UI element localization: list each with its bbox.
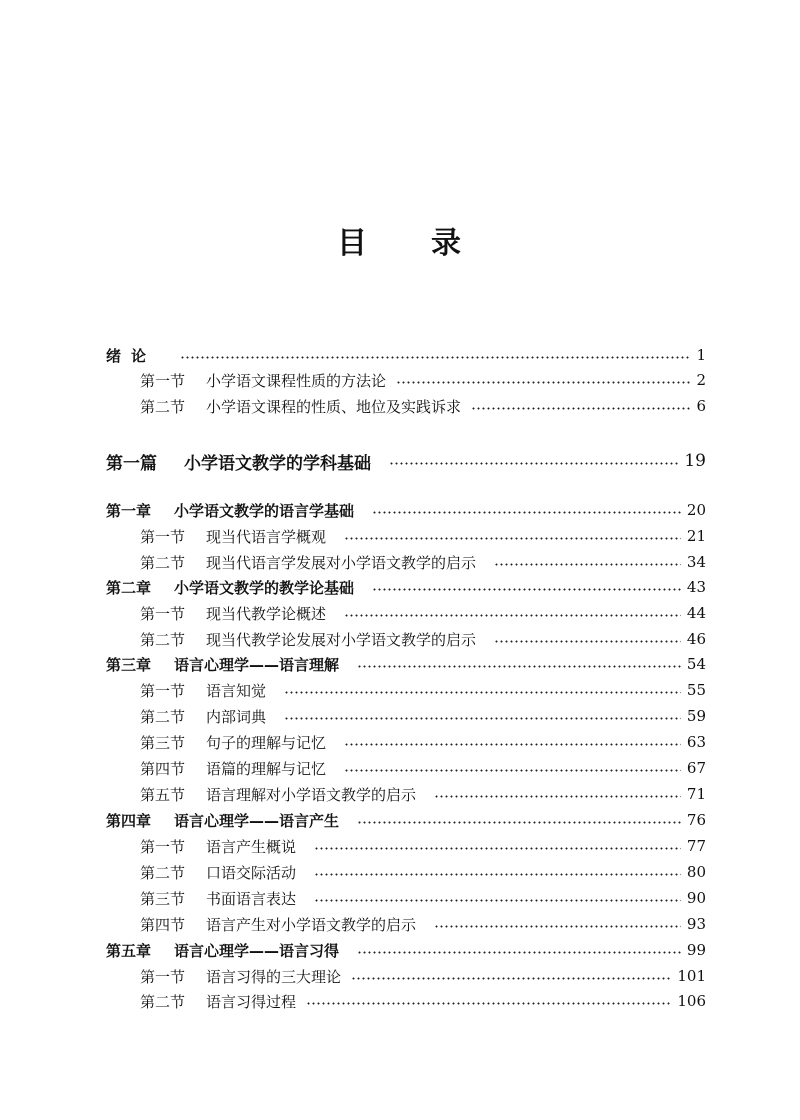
- toc-dot-leader: [434, 795, 681, 798]
- toc-entry[interactable]: [106, 653, 706, 675]
- toc-dot-leader: [357, 821, 681, 824]
- toc-entry-label: 第一节: [140, 967, 186, 986]
- toc-entry-page-number: 54: [686, 655, 706, 673]
- toc-entry-label: 第五节: [140, 785, 186, 804]
- toc-dot-leader: [344, 537, 681, 540]
- toc-entry-title: 小学语文教学的学科基础: [184, 453, 371, 474]
- toc-entry-page-number: 43: [686, 578, 706, 596]
- toc-dot-leader: [494, 563, 681, 566]
- toc-entry-page-number: 6: [696, 397, 706, 415]
- toc-entry-page-number: 19: [684, 451, 706, 471]
- toc-entry[interactable]: [140, 551, 706, 573]
- toc-entry-title: 句子的理解与记忆: [206, 733, 327, 752]
- toc-entry-label: 第一节: [140, 371, 186, 390]
- toc-dot-leader: [434, 925, 681, 928]
- toc-entry-page-number: 106: [677, 992, 706, 1010]
- toc-entry-title: 语言习得过程: [206, 992, 297, 1011]
- toc-entry[interactable]: [140, 705, 706, 727]
- toc-entry-page-number: 80: [686, 863, 706, 881]
- toc-entry-page-number: 2: [696, 371, 706, 389]
- toc-entry[interactable]: [140, 990, 706, 1012]
- toc-dot-leader: [306, 1002, 671, 1005]
- toc-entry-title: 语言心理学——语言理解: [174, 655, 340, 674]
- toc-entry-title: 内部词典: [206, 707, 267, 726]
- toc-dot-leader: [357, 951, 681, 954]
- toc-entry-title: 语言心理学——语言产生: [174, 811, 340, 830]
- toc-entry[interactable]: [106, 939, 706, 961]
- toc-entry-title: 小学语文教学的语言学基础: [174, 501, 355, 520]
- toc-entry-page-number: 71: [686, 785, 706, 803]
- toc-entry[interactable]: [140, 602, 706, 624]
- toc-entry-title: 现当代教学论概述: [206, 604, 327, 623]
- toc-dot-leader: [314, 847, 681, 850]
- toc-entry-page-number: 44: [686, 604, 706, 622]
- toc-entry-page-number: 59: [686, 707, 706, 725]
- toc-entry-title: 书面语言表达: [206, 889, 297, 908]
- toc-entry-page-number: 46: [686, 630, 706, 648]
- toc-entry[interactable]: [106, 576, 706, 598]
- toc-entry-title: 现当代语言学发展对小学语文教学的启示: [206, 553, 477, 572]
- toc-entry-label: 第三节: [140, 889, 186, 908]
- toc-entry-label: 第四节: [140, 759, 186, 778]
- toc-entry-page-number: 63: [686, 733, 706, 751]
- toc-entry-page-number: 34: [686, 553, 706, 571]
- toc-entry[interactable]: [140, 887, 706, 909]
- toc-dot-leader: [471, 407, 690, 410]
- toc-entry-title: 语篇的理解与记忆: [206, 759, 327, 778]
- toc-entry-label: 第二节: [140, 863, 186, 882]
- toc-entry-label: 第五章: [106, 941, 152, 960]
- toc-dot-leader: [344, 743, 681, 746]
- toc-entry-label: 第一节: [140, 681, 186, 700]
- toc-entry-label: 第一节: [140, 527, 186, 546]
- toc-dot-leader: [389, 462, 678, 465]
- toc-entry-title: 现当代教学论发展对小学语文教学的启示: [206, 630, 477, 649]
- toc-dot-leader: [314, 873, 681, 876]
- toc-entry-label: 绪论: [106, 346, 157, 365]
- toc-entry-title: 小学语文课程的性质、地位及实践诉求: [206, 397, 462, 416]
- toc-entry-title: 现当代语言学概观: [206, 527, 327, 546]
- toc-entry-page-number: 67: [686, 759, 706, 777]
- toc-entry-label: 第一节: [140, 604, 186, 623]
- toc-entry-label: 第二节: [140, 707, 186, 726]
- page-title-char-2: 录: [431, 226, 463, 261]
- toc-entry[interactable]: [140, 835, 706, 857]
- toc-entry-label: 第四节: [140, 915, 186, 934]
- page-title-char-1: 目: [337, 226, 369, 261]
- toc-entry-page-number: 20: [686, 501, 706, 519]
- toc-entry[interactable]: [106, 344, 706, 366]
- toc-dot-leader: [351, 977, 671, 980]
- toc-entry-title: 语言理解对小学语文教学的启示: [206, 785, 417, 804]
- toc-entry-title: 语言心理学——语言习得: [174, 941, 340, 960]
- toc-dot-leader: [284, 691, 681, 694]
- toc-dot-leader: [344, 614, 681, 617]
- toc-entry-page-number: 90: [686, 889, 706, 907]
- toc-entry-label: 第二节: [140, 553, 186, 572]
- toc-entry-page-number: 93: [686, 915, 706, 933]
- toc-entry-page-number: 101: [677, 967, 706, 985]
- toc-entry[interactable]: [140, 395, 706, 417]
- toc-entry[interactable]: [106, 448, 706, 474]
- toc-dot-leader: [180, 356, 690, 359]
- toc-dot-leader: [314, 899, 681, 902]
- toc-entry[interactable]: [140, 783, 706, 805]
- toc-entry-label: 第三节: [140, 733, 186, 752]
- toc-entry[interactable]: [140, 731, 706, 753]
- toc-entry-label: 第二节: [140, 397, 186, 416]
- toc-dot-leader: [344, 769, 681, 772]
- toc-entry-title: 语言知觉: [206, 681, 267, 700]
- toc-entry[interactable]: [140, 861, 706, 883]
- toc-entry-page-number: 55: [686, 681, 706, 699]
- toc-entry[interactable]: [140, 628, 706, 650]
- toc-entry-page-number: 1: [696, 346, 706, 364]
- toc-entry[interactable]: [106, 809, 706, 831]
- toc-entry[interactable]: [140, 369, 706, 391]
- toc-dot-leader: [372, 588, 681, 591]
- toc-entry-page-number: 99: [686, 941, 706, 959]
- toc-entry-label: 第一节: [140, 837, 186, 856]
- toc-entry[interactable]: [140, 965, 706, 987]
- toc-entry-title: 口语交际活动: [206, 863, 297, 882]
- toc-entry-label: 第二章: [106, 578, 152, 597]
- toc-entry-label: 第一章: [106, 501, 152, 520]
- page-title: [0, 218, 800, 262]
- toc-entry-title: 小学语文课程性质的方法论: [206, 371, 387, 390]
- toc-dot-leader: [396, 381, 690, 384]
- toc-entry[interactable]: [106, 499, 706, 521]
- toc-entry-page-number: 21: [686, 527, 706, 545]
- toc-dot-leader: [372, 511, 681, 514]
- toc-entry-label: 第二节: [140, 630, 186, 649]
- toc-entry-title: 小学语文教学的教学论基础: [174, 578, 355, 597]
- toc-entry[interactable]: [140, 913, 706, 935]
- toc-entry-title: 语言产生概说: [206, 837, 297, 856]
- toc-entry-title: 语言习得的三大理论: [206, 967, 342, 986]
- toc-entry[interactable]: [140, 679, 706, 701]
- toc-entry-label: 第三章: [106, 655, 152, 674]
- toc-entry-title: 语言产生对小学语文教学的启示: [206, 915, 417, 934]
- toc-entry-label: 第二节: [140, 992, 186, 1011]
- toc-entry-page-number: 76: [686, 811, 706, 829]
- toc-dot-leader: [357, 665, 681, 668]
- toc-entry-page-number: 77: [686, 837, 706, 855]
- toc-entry-label: 第一篇: [106, 453, 157, 474]
- toc-dot-leader: [494, 640, 681, 643]
- toc-dot-leader: [284, 717, 681, 720]
- toc-entry[interactable]: [140, 757, 706, 779]
- toc-entry-label: 第四章: [106, 811, 152, 830]
- toc-entry[interactable]: [140, 525, 706, 547]
